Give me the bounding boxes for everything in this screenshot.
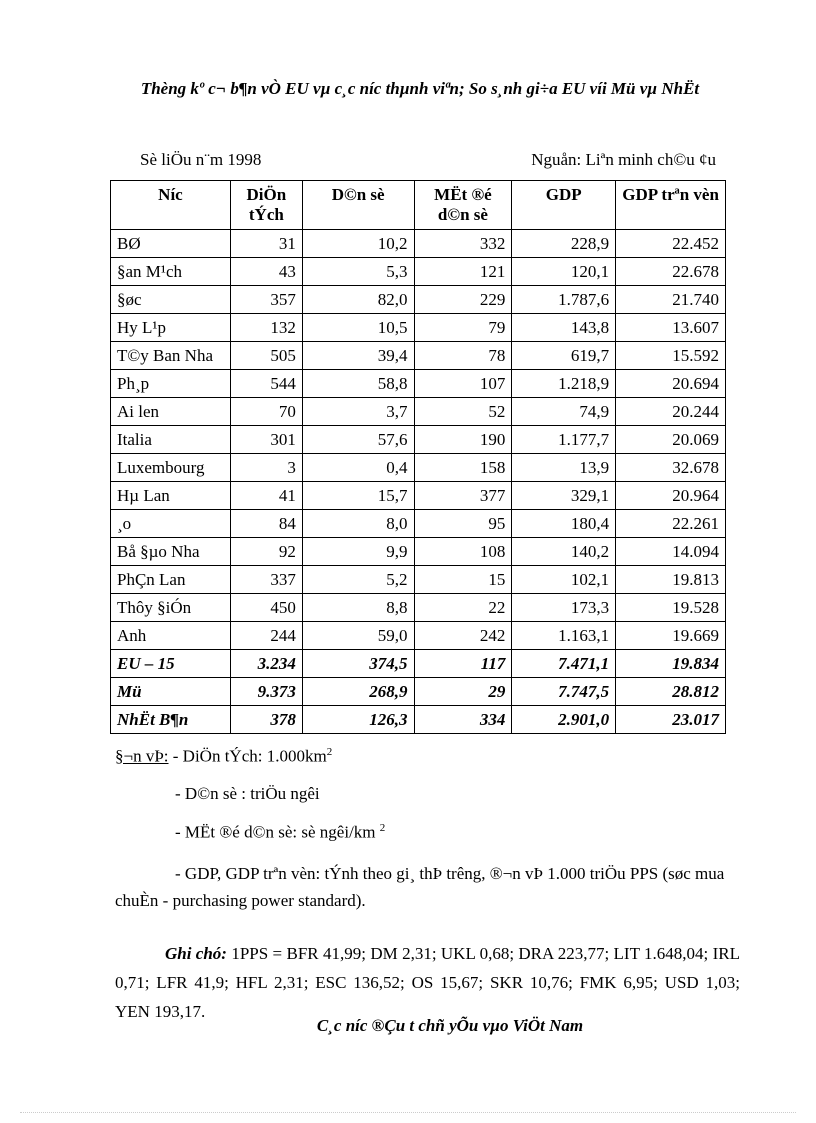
table-header-row (111, 181, 726, 230)
country-cell: §øc (111, 286, 231, 314)
value-cell: 82,0 (302, 286, 414, 314)
value-cell: 19.813 (616, 566, 726, 594)
exchange-note (115, 939, 740, 1026)
header-density: MËt ®é d©n sè (414, 181, 512, 230)
country-cell: Anh (111, 622, 231, 650)
value-cell: 52 (414, 398, 512, 426)
section-heading: C¸c níc ®Çu t chñ yÕu vµo ViÖt Nam (316, 1016, 584, 1035)
country-cell: Bå §µo Nha (111, 538, 231, 566)
value-cell: 5,2 (302, 566, 414, 594)
value-cell: 29 (414, 678, 512, 706)
value-cell: 3.234 (230, 650, 302, 678)
value-cell: 619,7 (512, 342, 616, 370)
value-cell: 9.373 (230, 678, 302, 706)
header-area: DiÖn tÝch (230, 181, 302, 230)
country-cell: Ph¸p (111, 370, 231, 398)
table-row (111, 370, 726, 398)
table-row (111, 594, 726, 622)
value-cell: 180,4 (512, 510, 616, 538)
value-cell: 117 (414, 650, 512, 678)
value-cell: 544 (230, 370, 302, 398)
country-cell: Italia (111, 426, 231, 454)
year-note: Sè liÖu n¨m 1998 (140, 150, 262, 169)
units-gdp: - GDP, GDP trªn vèn: tÝnh theo gi¸ thÞ trêng, ®¬n vÞ 1.000 triÖu PPS (søc mua chuÈn - purchasing power standard). (115, 864, 725, 910)
table-row (111, 398, 726, 426)
value-cell: 377 (414, 482, 512, 510)
country-cell: ¸o (111, 510, 231, 538)
header-country: Níc (111, 181, 231, 230)
value-cell: 22.452 (616, 230, 726, 258)
value-cell: 13.607 (616, 314, 726, 342)
value-cell: 84 (230, 510, 302, 538)
value-cell: 10,2 (302, 230, 414, 258)
note-text: 1PPS = BFR 41,99; DM 2,31; UKL 0,68; DRA 223,77; LIT 1.648,04; IRL 0,71; LFR 41,9; HFL 2,31; ESC 136,52; OS 15,67; SKR 10,76; FMK 6,95; USD 1,03; YEN 193,17. (115, 944, 740, 1021)
value-cell: 143,8 (512, 314, 616, 342)
value-cell: 8,0 (302, 510, 414, 538)
units-population: - D©n sè : triÖu ngêi (175, 784, 320, 803)
value-cell: 3,7 (302, 398, 414, 426)
country-cell: EU – 15 (111, 650, 231, 678)
value-cell: 15,7 (302, 482, 414, 510)
value-cell: 132 (230, 314, 302, 342)
units-area-line (115, 746, 735, 784)
country-cell: BØ (111, 230, 231, 258)
value-cell: 374,5 (302, 650, 414, 678)
table-row (111, 566, 726, 594)
document-title: Thèng kº c¬ b¶n vÒ EU vµ c¸c níc thµnh viªn; So s¸nh gi÷a EU víi Mü vµ NhËt (140, 79, 700, 98)
value-cell: 15 (414, 566, 512, 594)
value-cell: 450 (230, 594, 302, 622)
header-population: D©n sè (302, 181, 414, 230)
value-cell: 301 (230, 426, 302, 454)
note-label: Ghi chó: (165, 944, 227, 963)
table-row (111, 342, 726, 370)
value-cell: 59,0 (302, 622, 414, 650)
table-row (111, 426, 726, 454)
header-gdp-per-capita: GDP trªn vèn (616, 181, 726, 230)
value-cell: 79 (414, 314, 512, 342)
value-cell: 78 (414, 342, 512, 370)
table-row (111, 454, 726, 482)
units-area: - DiÖn tÝch: 1.000km (172, 746, 327, 766)
value-cell: 32.678 (616, 454, 726, 482)
country-cell: §an M¹ch (111, 258, 231, 286)
value-cell: 19.528 (616, 594, 726, 622)
value-cell: 229 (414, 286, 512, 314)
value-cell: 102,1 (512, 566, 616, 594)
header-gdp: GDP (512, 181, 616, 230)
source-note: Nguån: Liªn minh ch©u ¢u (531, 150, 716, 169)
value-cell: 332 (414, 230, 512, 258)
value-cell: 334 (414, 706, 512, 734)
value-cell: 1.787,6 (512, 286, 616, 314)
value-cell: 20.244 (616, 398, 726, 426)
value-cell: 1.218,9 (512, 370, 616, 398)
value-cell: 173,3 (512, 594, 616, 622)
value-cell: 120,1 (512, 258, 616, 286)
value-cell: 15.592 (616, 342, 726, 370)
table-row (111, 230, 726, 258)
country-cell: Hy L¹p (111, 314, 231, 342)
value-cell: 1.177,7 (512, 426, 616, 454)
value-cell: 20.694 (616, 370, 726, 398)
units-notes (115, 746, 735, 914)
country-cell: NhËt B¶n (111, 706, 231, 734)
value-cell: 378 (230, 706, 302, 734)
value-cell: 7.471,1 (512, 650, 616, 678)
value-cell: 10,5 (302, 314, 414, 342)
value-cell: 7.747,5 (512, 678, 616, 706)
value-cell: 228,9 (512, 230, 616, 258)
value-cell: 190 (414, 426, 512, 454)
value-cell: 158 (414, 454, 512, 482)
value-cell: 31 (230, 230, 302, 258)
value-cell: 19.669 (616, 622, 726, 650)
table-row (111, 482, 726, 510)
units-label: §¬n vÞ: (115, 746, 169, 766)
value-cell: 357 (230, 286, 302, 314)
value-cell: 22 (414, 594, 512, 622)
value-cell: 5,3 (302, 258, 414, 286)
value-cell: 2.901,0 (512, 706, 616, 734)
summary-row (111, 706, 726, 734)
value-cell: 268,9 (302, 678, 414, 706)
country-cell: Luxembourg (111, 454, 231, 482)
value-cell: 107 (414, 370, 512, 398)
table-row (111, 538, 726, 566)
value-cell: 14.094 (616, 538, 726, 566)
value-cell: 329,1 (512, 482, 616, 510)
value-cell: 70 (230, 398, 302, 426)
value-cell: 9,9 (302, 538, 414, 566)
units-area-sup: 2 (326, 746, 333, 758)
value-cell: 0,4 (302, 454, 414, 482)
country-cell: Ai len (111, 398, 231, 426)
value-cell: 74,9 (512, 398, 616, 426)
page-divider (20, 1112, 796, 1113)
value-cell: 41 (230, 482, 302, 510)
units-density: - MËt ®é d©n sè: sè ngêi/km (175, 822, 376, 842)
value-cell: 58,8 (302, 370, 414, 398)
value-cell: 22.261 (616, 510, 726, 538)
value-cell: 337 (230, 566, 302, 594)
value-cell: 121 (414, 258, 512, 286)
statistics-table (110, 180, 726, 734)
value-cell: 57,6 (302, 426, 414, 454)
table-row (111, 286, 726, 314)
value-cell: 92 (230, 538, 302, 566)
value-cell: 13,9 (512, 454, 616, 482)
value-cell: 242 (414, 622, 512, 650)
summary-row (111, 650, 726, 678)
country-cell: Hµ Lan (111, 482, 231, 510)
value-cell: 22.678 (616, 258, 726, 286)
value-cell: 39,4 (302, 342, 414, 370)
units-density-line (115, 822, 735, 860)
value-cell: 21.740 (616, 286, 726, 314)
value-cell: 3 (230, 454, 302, 482)
value-cell: 23.017 (616, 706, 726, 734)
value-cell: 505 (230, 342, 302, 370)
value-cell: 20.964 (616, 482, 726, 510)
value-cell: 95 (414, 510, 512, 538)
value-cell: 19.834 (616, 650, 726, 678)
value-cell: 244 (230, 622, 302, 650)
value-cell: 28.812 (616, 678, 726, 706)
table-row (111, 258, 726, 286)
table-row (111, 510, 726, 538)
value-cell: 126,3 (302, 706, 414, 734)
value-cell: 140,2 (512, 538, 616, 566)
units-density-sup: 2 (379, 822, 386, 834)
table-row (111, 314, 726, 342)
value-cell: 1.163,1 (512, 622, 616, 650)
country-cell: T©y Ban Nha (111, 342, 231, 370)
summary-row (111, 678, 726, 706)
country-cell: Thôy §iÓn (111, 594, 231, 622)
table-row (111, 622, 726, 650)
value-cell: 108 (414, 538, 512, 566)
value-cell: 8,8 (302, 594, 414, 622)
country-cell: PhÇn Lan (111, 566, 231, 594)
country-cell: Mü (111, 678, 231, 706)
value-cell: 20.069 (616, 426, 726, 454)
value-cell: 43 (230, 258, 302, 286)
